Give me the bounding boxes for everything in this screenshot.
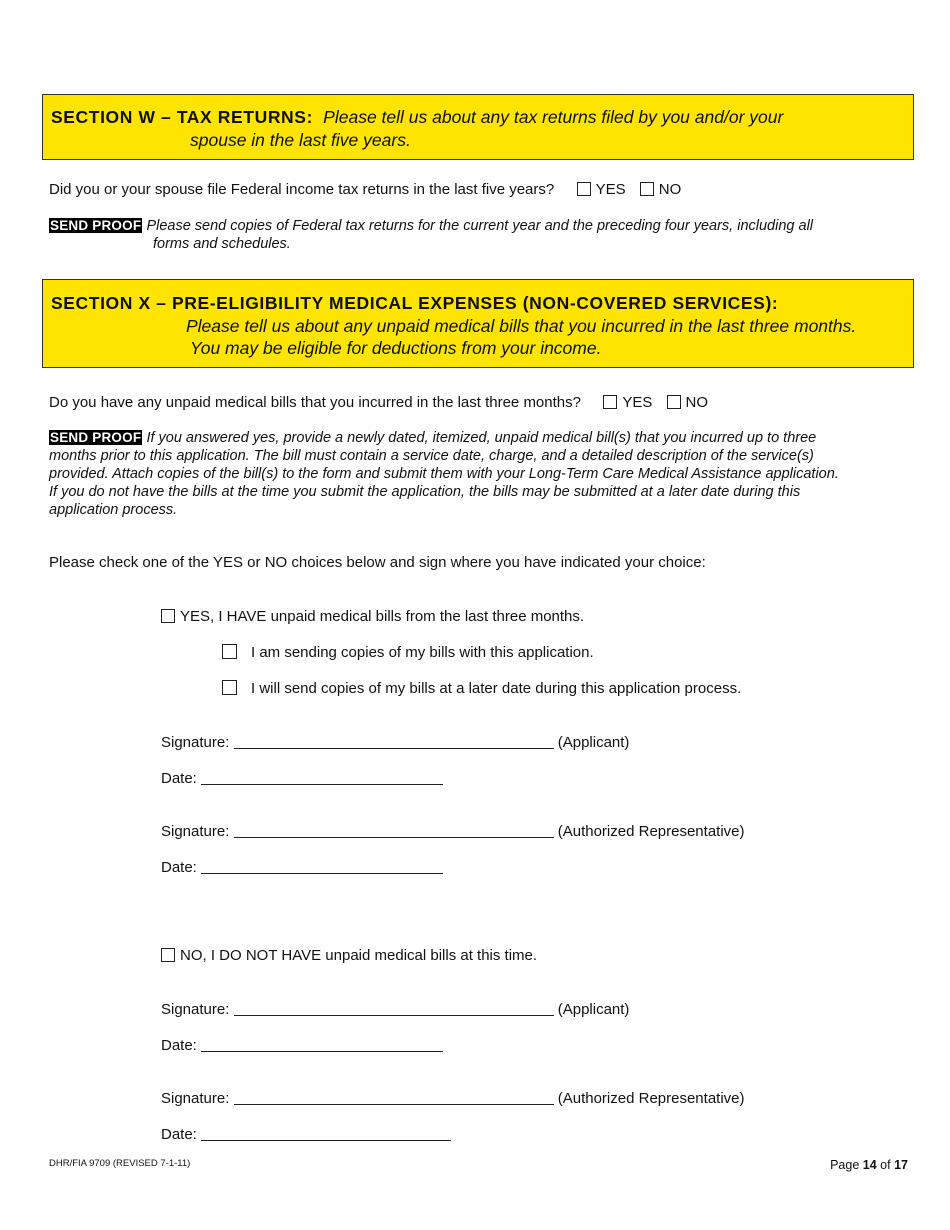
- signature-label: Signature:: [161, 734, 230, 751]
- applicant-label: (Applicant): [557, 1001, 630, 1018]
- applicant-label: (Applicant): [557, 734, 630, 751]
- sending-copies-row: [218, 644, 594, 661]
- no-applicant-signature-row: [161, 1001, 629, 1018]
- choice-instruction: Please check one of the YES or NO choices below and sign where you have indicated your choice:: [49, 554, 706, 571]
- bills-proof-text-1: If you answered yes, provide a newly dated, itemized, unpaid medical bill(s) that you incurred up to three: [146, 430, 817, 446]
- tax-question: Did you or your spouse file Federal income tax returns in the last five years?: [49, 181, 555, 198]
- no-bills-row: [157, 947, 537, 964]
- signature-label: Signature:: [161, 1090, 230, 1107]
- send-later-label: I will send copies of my bills at a later date during this application process.: [251, 680, 742, 697]
- rep-signature-line[interactable]: [234, 823, 554, 838]
- applicant-date-line[interactable]: [201, 1037, 443, 1052]
- tax-no-label: NO: [658, 181, 682, 198]
- applicant-signature-line[interactable]: [234, 1001, 554, 1016]
- no-bills-label: NO, I DO NOT HAVE unpaid medical bills at this time.: [180, 947, 538, 964]
- send-later-row: [218, 680, 741, 697]
- yes-rep-date-row: [161, 859, 443, 876]
- signature-label: Signature:: [161, 1001, 230, 1018]
- section-x-banner: [42, 279, 914, 368]
- yes-have-bills-row: [157, 608, 584, 625]
- section-x-subtitle-2: You may be eligible for deductions from your income.: [190, 338, 602, 358]
- bills-proof-text-5: application process.: [49, 502, 178, 518]
- rep-date-line[interactable]: [201, 1126, 451, 1141]
- of-word: of: [880, 1158, 891, 1172]
- send-proof-badge: SEND PROOF: [50, 218, 142, 233]
- no-rep-date-row: [161, 1126, 451, 1143]
- yes-rep-signature-row: [161, 823, 745, 840]
- rep-date-line[interactable]: [201, 859, 443, 874]
- section-w-subtitle-2: spouse in the last five years.: [190, 130, 411, 150]
- sending-copies-checkbox[interactable]: [222, 644, 237, 659]
- send-later-checkbox[interactable]: [222, 680, 237, 695]
- page-total: 17: [894, 1158, 908, 1172]
- send-proof-badge: SEND PROOF: [50, 430, 142, 445]
- date-label: Date:: [161, 859, 197, 876]
- yes-applicant-date-row: [161, 770, 443, 787]
- applicant-signature-line[interactable]: [234, 734, 554, 749]
- tax-question-row: [49, 181, 681, 198]
- date-label: Date:: [161, 770, 197, 787]
- applicant-date-line[interactable]: [201, 770, 443, 785]
- page-number: 14: [862, 1158, 877, 1172]
- section-w-subtitle-1: Please tell us about any tax returns filed by you and/or your: [323, 107, 784, 127]
- form-id: DHR/FIA 9709 (REVISED 7-1-11): [49, 1158, 191, 1169]
- signature-label: Signature:: [161, 823, 230, 840]
- no-applicant-date-row: [161, 1037, 443, 1054]
- no-bills-checkbox[interactable]: [161, 948, 175, 962]
- bills-no-checkbox[interactable]: [667, 395, 681, 409]
- bills-proof-line-1: [49, 429, 816, 447]
- section-w-banner: [42, 94, 914, 160]
- date-label: Date:: [161, 1037, 197, 1054]
- bills-proof-text-2: months prior to this application. The bill must contain a service date, charge, and a detailed description of the service(s): [49, 448, 814, 464]
- bills-no-label: NO: [685, 394, 709, 411]
- yes-have-bills-label: YES, I HAVE unpaid medical bills from the last three months.: [180, 608, 585, 625]
- sending-copies-label: I am sending copies of my bills with this application.: [251, 644, 594, 661]
- yes-have-bills-checkbox[interactable]: [161, 609, 175, 623]
- page-word: Page: [830, 1158, 860, 1172]
- tax-proof-line-1: [49, 217, 813, 235]
- bills-yes-checkbox[interactable]: [603, 395, 617, 409]
- bills-question-row: [49, 394, 708, 411]
- bills-yes-label: YES: [622, 394, 653, 411]
- section-x-title: SECTION X – PRE-ELIGIBILITY MEDICAL EXPENSES (NON-COVERED SERVICES):: [51, 293, 779, 313]
- section-x-subtitle-1: Please tell us about any unpaid medical bills that you incurred in the last three months.: [186, 316, 857, 336]
- yes-applicant-signature-row: [161, 734, 629, 751]
- section-w-title: SECTION W – TAX RETURNS:: [51, 107, 313, 127]
- representative-label: (Authorized Representative): [557, 823, 745, 840]
- tax-proof-text-2: forms and schedules.: [153, 236, 291, 252]
- no-rep-signature-row: [161, 1090, 745, 1107]
- rep-signature-line[interactable]: [234, 1090, 554, 1105]
- bills-proof-text-3: provided. Attach copies of the bill(s) to the form and submit them with your Long-Term Care Medical Assistance application.: [49, 466, 839, 482]
- representative-label: (Authorized Representative): [557, 1090, 745, 1107]
- bills-question: Do you have any unpaid medical bills that you incurred in the last three months?: [49, 394, 581, 411]
- date-label: Date:: [161, 1126, 197, 1143]
- tax-yes-label: YES: [595, 181, 626, 198]
- tax-proof-text-1: Please send copies of Federal tax returns for the current year and the preceding four years, including all: [146, 218, 814, 234]
- tax-yes-checkbox[interactable]: [577, 182, 591, 196]
- page-indicator: [830, 1158, 908, 1172]
- tax-no-checkbox[interactable]: [640, 182, 654, 196]
- bills-proof-text-4: If you do not have the bills at the time you submit the application, the bills may be submitted at a later date during this: [49, 484, 801, 500]
